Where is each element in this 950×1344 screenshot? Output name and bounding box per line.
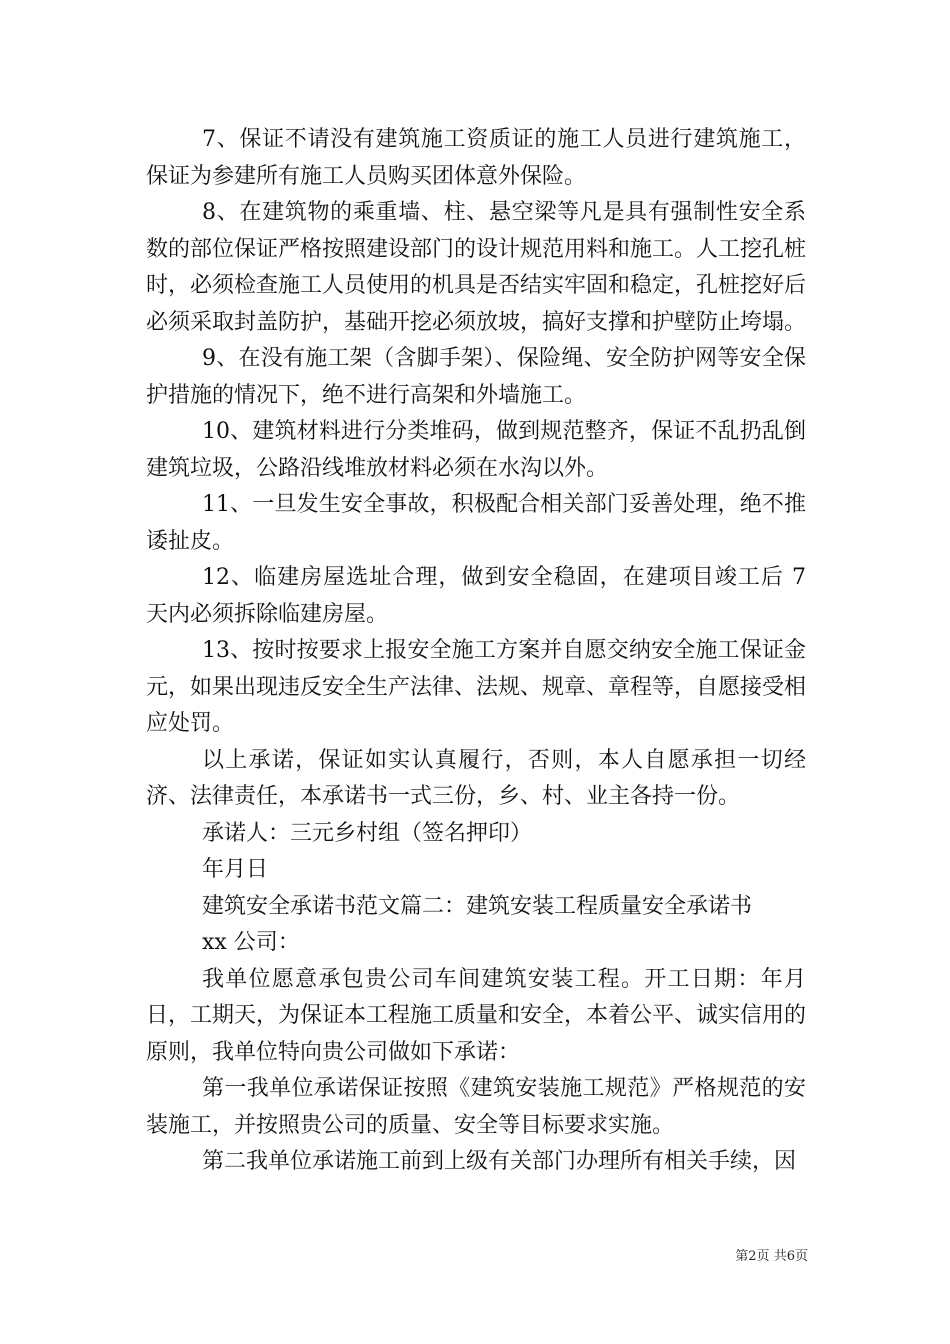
footer-total-pages: 6 (786, 1249, 795, 1264)
footer-suffix: 页 (794, 1249, 808, 1264)
paragraph-item-12: 12、临建房屋选址合理，做到安全稳固，在建项目竣工后 7 天内必须拆除临建房屋。 (146, 565, 806, 627)
section-heading: 建筑安全承诺书范文篇二：建筑安装工程质量安全承诺书 (202, 893, 753, 919)
addressee-line: xx 公司： (202, 930, 300, 955)
date-line: 年月日 (202, 857, 269, 882)
commitment-first: 第一我单位承诺保证按照《建筑安装施工规范》严格规范的安装施工，并按照贵公司的质量、安全等目标要求实施。 (146, 1076, 806, 1138)
footer-prefix: 第 (735, 1249, 749, 1264)
page-number-footer (0, 1245, 950, 1264)
intro-paragraph: 我单位愿意承包贵公司车间建筑安装工程。开工日期：年月日，工期天，为保证本工程施工质量和安全，本着公平、诚实信用的原则，我单位特向贵公司做如下承诺： (146, 966, 807, 1065)
paragraph-item-11: 11、一旦发生安全事故，积极配合相关部门妥善处理，绝不推诿扯皮。 (146, 492, 806, 554)
paragraph-item-9: 9、在没有施工架（含脚手架）、保险绳、安全防护网等安全保护措施的情况下，绝不进行高架和外墙施工。 (146, 346, 806, 408)
paragraph-item-10: 10、建筑材料进行分类堆码，做到规范整齐，保证不乱扔乱倒建筑垃圾，公路沿线堆放材料必须在水沟以外。 (146, 419, 806, 481)
signatory-line: 承诺人：三元乡村组（签名押印） (202, 820, 533, 846)
footer-current-page: 2 (748, 1249, 757, 1264)
commitment-second: 第二我单位承诺施工前到上级有关部门办理所有相关手续，因 (202, 1149, 797, 1174)
document-body (146, 122, 806, 1181)
paragraph-item-13: 13、按时按要求上报安全施工方案并自愿交纳安全施工保证金元，如果出现违反安全生产法律、法规、规章、章程等，自愿接受相应处罚。 (146, 638, 807, 736)
footer-middle: 页 共 (756, 1249, 787, 1264)
paragraph-item-8: 8、在建筑物的乘重墙、柱、悬空梁等凡是具有强制性安全系数的部位保证严格按照建设部门的设计规范用料和施工。人工挖孔桩时，必须检查施工人员使用的机具是否结实牢固和稳定，孔桩挖好后必须采取封盖防护，基础开挖必须放坡，搞好支撑和护壁防止垮塌。 (146, 200, 807, 335)
closing-paragraph: 以上承诺，保证如实认真履行，否则，本人自愿承担一切经济、法律责任，本承诺书一式三份，乡、村、业主各持一份。 (146, 747, 806, 809)
paragraph-item-7: 7、保证不请没有建筑施工资质证的施工人员进行建筑施工，保证为参建所有施工人员购买团体意外保险。 (146, 127, 806, 189)
